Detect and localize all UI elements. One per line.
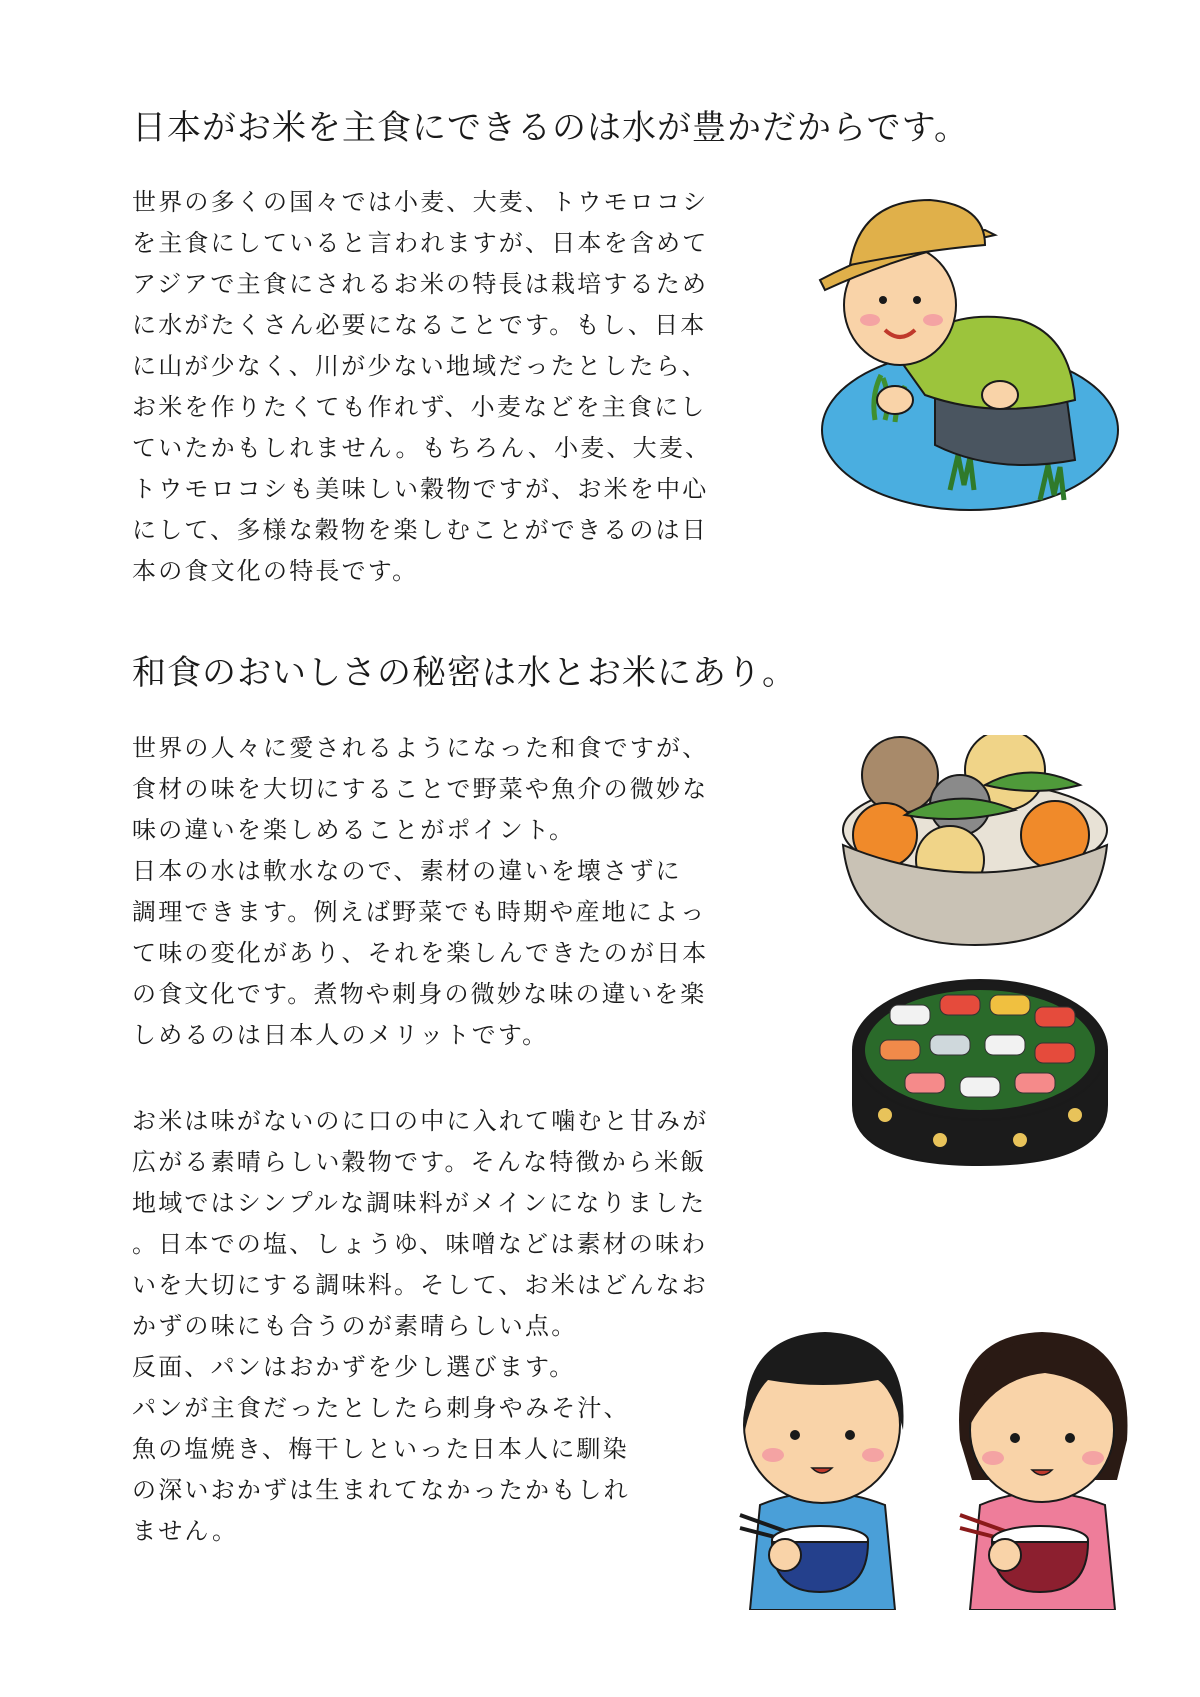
rice-planting-farmer-illustration: [815, 190, 1120, 530]
farmer-cheek: [860, 314, 880, 326]
text-line: 本の食文化の特長です。: [132, 557, 419, 585]
text-line: を主食にしていると言われますが、日本を含めて: [132, 229, 709, 257]
girl-cheek: [982, 1451, 1004, 1465]
boy-eye: [790, 1430, 800, 1440]
girl-eating-rice-illustration: [945, 1330, 1140, 1610]
text-line: 地域ではシンプルな調味料がメインになりました: [132, 1189, 707, 1217]
sushi-piece: [890, 1005, 930, 1025]
sushi-piece: [1035, 1043, 1075, 1063]
text-line: に水がたくさん必要になることです。もし、日本: [132, 311, 707, 339]
text-line: の食文化です。煮物や刺身の微妙な味の違いを楽: [132, 980, 707, 1008]
text-line: 調理できます。例えば野菜でも時期や産地によっ: [132, 898, 707, 926]
sushi-piece: [985, 1035, 1025, 1055]
boy-cheek: [762, 1448, 784, 1462]
boy-cheek: [862, 1448, 884, 1462]
farmer-eye: [913, 296, 921, 304]
sushi-piece: [930, 1035, 970, 1055]
sushi-piece: [960, 1077, 1000, 1097]
farmer-eye: [879, 296, 887, 304]
text-line: しめるのは日本人のメリットです。: [132, 1021, 549, 1049]
text-line: 魚の塩焼き、梅干しといった日本人に馴染: [132, 1435, 629, 1463]
section-2-paragraph-2: [132, 1101, 708, 1552]
flower-pattern: [1068, 1108, 1082, 1122]
text-line: 反面、パンはおかずを少し選びます。: [132, 1353, 576, 1381]
text-line: 食材の味を大切にすることで野菜や魚介の微妙な: [132, 775, 709, 803]
simmered-vegetables-bowl-illustration: [835, 735, 1115, 950]
section-1-heading: 日本がお米を主食にできるのは水が豊かだからです。: [132, 108, 969, 148]
sushi-piece: [940, 995, 980, 1015]
text-line: ていたかもしれません。もちろん、小麦、大麦、: [132, 434, 712, 462]
girl-hand: [989, 1539, 1021, 1571]
sushi-piece: [990, 995, 1030, 1015]
boy-eye: [845, 1430, 855, 1440]
text-line: パンが主食だったとしたら刺身やみそ汁、: [132, 1394, 630, 1422]
girl-eye: [1065, 1433, 1075, 1443]
text-line: アジアで主食にされるお米の特長は栽培するため: [132, 270, 709, 298]
text-line: お米を作りたくても作れず、小麦などを主食にし: [132, 393, 707, 421]
sushi-piece: [905, 1073, 945, 1093]
text-line: に山が少なく、川が少ない地域だったとしたら、: [132, 352, 708, 380]
text-line: て味の変化があり、それを楽しんできたのが日本: [132, 939, 709, 967]
farmer-hand: [982, 381, 1018, 409]
section-2-heading: 和食のおいしさの秘密は水とお米にあり。: [132, 653, 797, 693]
text-line: いを大切にする調味料。そして、お米はどんなお: [132, 1271, 708, 1299]
sushi-piece: [880, 1040, 920, 1060]
text-line: の深いおかずは生まれてなかったかもしれ: [132, 1476, 630, 1504]
flower-pattern: [933, 1133, 947, 1147]
text-line: 。日本での塩、しょうゆ、味噌などは素材の味わ: [132, 1230, 708, 1258]
text-line: お米は味がないのに口の中に入れて噛むと甘みが: [132, 1107, 709, 1135]
section-1-paragraph: [132, 182, 711, 592]
girl-eye: [1010, 1433, 1020, 1443]
sushi-piece: [1015, 1073, 1055, 1093]
text-line: 広がる素晴らしい穀物です。そんな特徴から米飯: [132, 1148, 707, 1176]
text-line: にして、多様な穀物を楽しむことができるのは日: [132, 516, 708, 544]
flower-pattern: [1013, 1133, 1027, 1147]
flower-pattern: [878, 1108, 892, 1122]
text-line: トウモロコシも美味しい穀物ですが、お米を中心: [132, 475, 709, 503]
boy-eating-rice-illustration: [725, 1330, 920, 1610]
section-2-paragraph-1: [132, 728, 708, 1056]
text-line: ません。: [132, 1517, 239, 1545]
girl-cheek: [1082, 1451, 1104, 1465]
farmer-cheek: [923, 314, 943, 326]
boy-hand: [769, 1539, 801, 1571]
text-line: 味の違いを楽しめることがポイント。: [132, 816, 576, 844]
text-line: 日本の水は軟水なので、素材の違いを壊さずに: [132, 857, 682, 885]
farmer-hand: [877, 386, 913, 414]
text-line: 世界の多くの国々では小麦、大麦、トウモロコシ: [132, 188, 709, 216]
lotus-root: [862, 737, 938, 813]
text-line: かずの味にも合うのが素晴らしい点。: [132, 1312, 578, 1340]
sushi-platter-illustration: [845, 965, 1115, 1170]
text-line: 世界の人々に愛されるようになった和食ですが、: [132, 734, 709, 762]
sushi-piece: [1035, 1007, 1075, 1027]
